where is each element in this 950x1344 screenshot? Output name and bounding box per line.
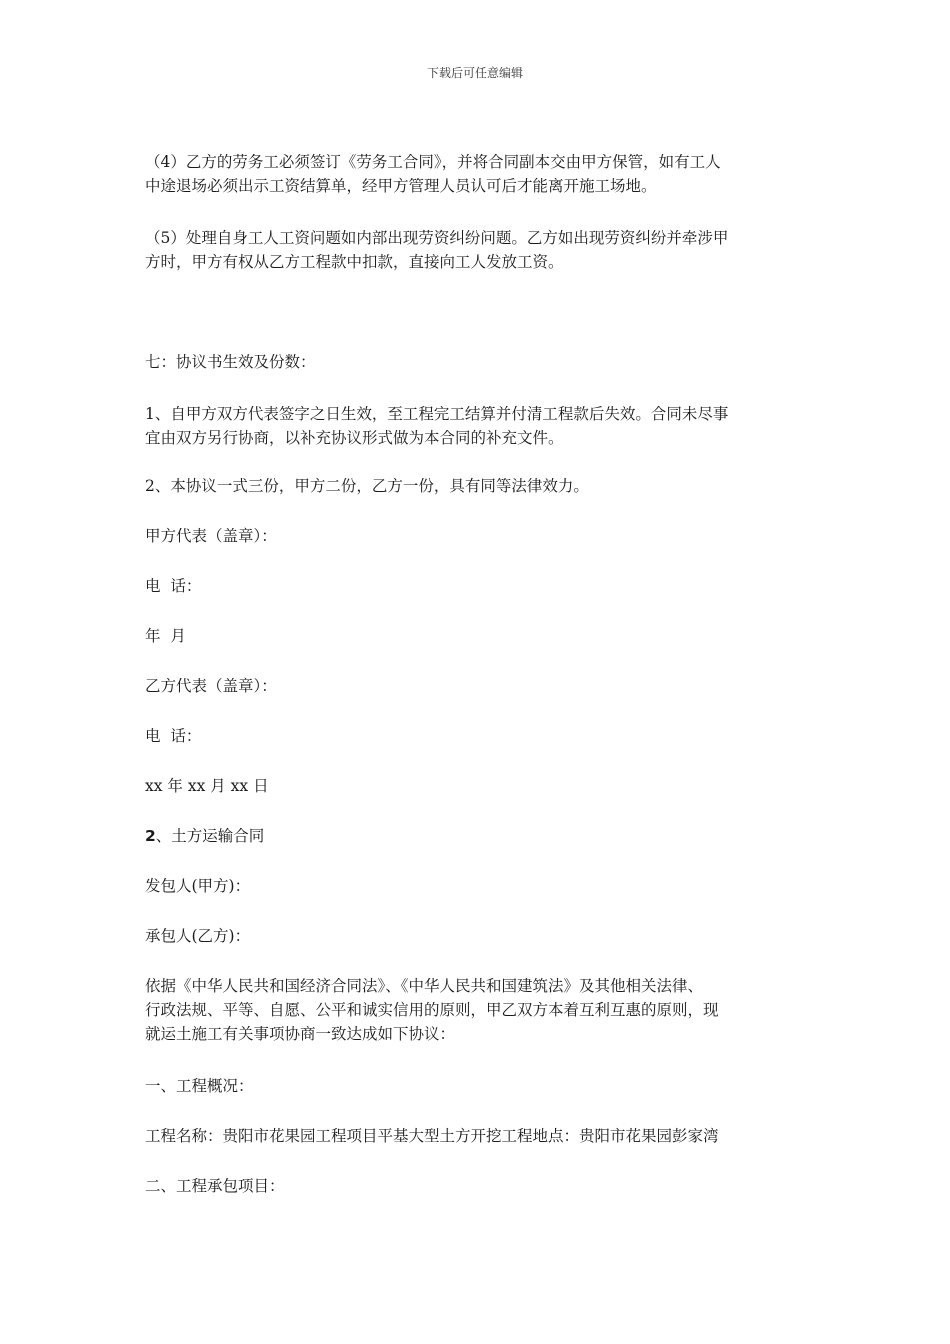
- clause-5-line-2: 方时，甲方有权从乙方工程款中扣款，直接向工人发放工资。: [145, 253, 564, 271]
- document-2-number: 2: [145, 827, 156, 845]
- section-7-item-1-line-1: 1、自甲方双方代表签字之日生效，至工程完工结算并付清工程款后失效。合同未尽事: [145, 405, 729, 423]
- contractor-party-b: 承包人(乙方)：: [145, 927, 251, 945]
- basis-line-3: 就运土施工有关事项协商一致达成如下协议：: [145, 1025, 456, 1043]
- clause-4-line-2: 中途退场必须出示工资结算单，经甲方管理人员认可后才能离开施工场地。: [145, 177, 657, 195]
- section-7-item-1-line-2: 宜由双方另行协商，以补充协议形式做为本合同的补充文件。: [145, 429, 564, 447]
- party-a-phone: 电 话：: [145, 577, 202, 595]
- party-a-representative: 甲方代表（盖章）：: [145, 527, 277, 545]
- clause-4-line-1: （4）乙方的劳务工必须签订《劳务工合同》，并将合同副本交由甲方保管，如有工人: [145, 153, 721, 171]
- basis-line-1: 依据《中华人民共和国经济合同法》、《中华人民共和国建筑法》及其他相关法律、: [145, 977, 704, 995]
- section-1-heading: 一、工程概况：: [145, 1077, 254, 1095]
- clause-5-line-1: （5）处理自身工人工资问题如内部出现劳资纠纷问题。乙方如出现劳资纠纷并牵涉甲: [145, 229, 729, 247]
- party-b-representative: 乙方代表（盖章）：: [145, 677, 277, 695]
- section-7-heading: 七：协议书生效及份数：: [145, 353, 316, 371]
- document-2-title-text: 、土方运输合同: [155, 827, 265, 845]
- document-2-title: [145, 824, 825, 848]
- page-header: 下载后可任意编辑: [426, 66, 523, 80]
- party-b-date: xx 年 xx 月 xx 日: [145, 777, 269, 795]
- employer-party-a: 发包人(甲方)：: [145, 877, 251, 895]
- basis-line-2: 行政法规、平等、自愿、公平和诚实信用的原则，甲乙双方本着互利互惠的原则，现: [145, 1001, 719, 1019]
- party-b-phone: 电 话：: [145, 727, 202, 745]
- section-2-heading: 二、工程承包项目：: [145, 1177, 285, 1195]
- project-name-location: 工程名称：贵阳市花果园工程项目平基大型土方开挖工程地点：贵阳市花果园彭家湾: [145, 1127, 719, 1145]
- party-a-date: 年 月: [145, 627, 186, 645]
- section-7-item-2: 2、本协议一式三份，甲方二份，乙方一份，具有同等法律效力。: [145, 477, 589, 495]
